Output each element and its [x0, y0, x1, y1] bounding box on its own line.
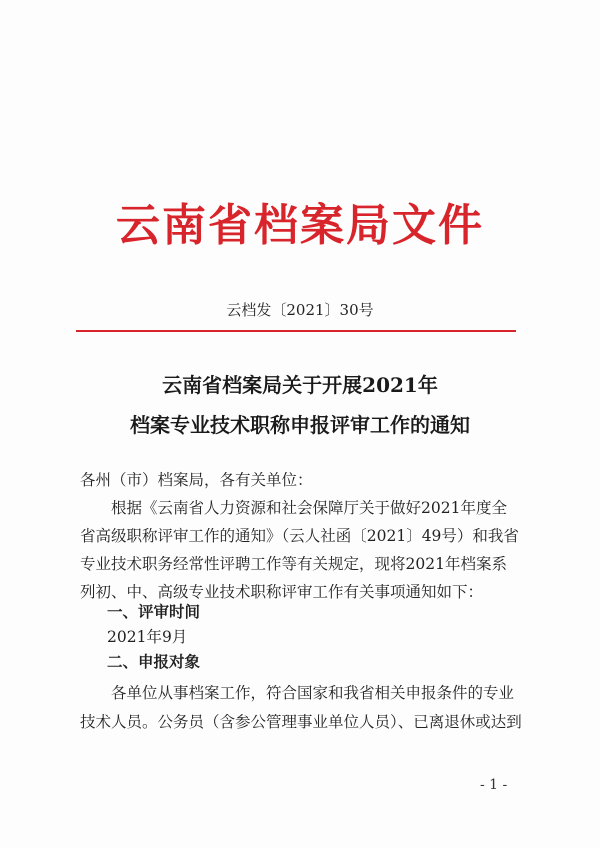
body-paragraph-line: 省高级职称评审工作的通知》（云人社函〔2021〕49号）和我省: [80, 527, 519, 545]
red-divider: [76, 330, 516, 332]
section-heading-applicants: 二、申报对象: [107, 653, 201, 671]
notice-title-line-2: 档案专业技术职称申报评审工作的通知: [130, 413, 470, 437]
salutation: 各州（市）档案局，各有关单位：: [80, 471, 313, 489]
body-paragraph-line: 根据《云南省人力资源和社会保障厅关于做好2021年度全: [111, 499, 507, 517]
issuer-title: 云南省档案局文件: [116, 200, 484, 251]
section-text-review-time: 2021年9月: [107, 628, 188, 646]
document-number: 云档发〔2021〕30号: [226, 301, 374, 319]
notice-title-line-1: 云南省档案局关于开展2021年: [162, 373, 438, 397]
body-paragraph-line: 技术人员。公务员（含参公管理事业单位人员）、已离退休或达到: [80, 713, 522, 731]
body-paragraph-line: 列初、中、高级专业技术职称评审工作有关事项通知如下：: [80, 583, 484, 601]
section-heading-review-time: 一、评审时间: [107, 603, 201, 621]
body-paragraph-line: 各单位从事档案工作，符合国家和我省相关申报条件的专业: [111, 684, 515, 702]
page-number: - 1 -: [480, 777, 508, 793]
body-paragraph-line: 专业技术职务经常性评聘工作等有关规定，现将2021年档案系: [80, 555, 507, 573]
